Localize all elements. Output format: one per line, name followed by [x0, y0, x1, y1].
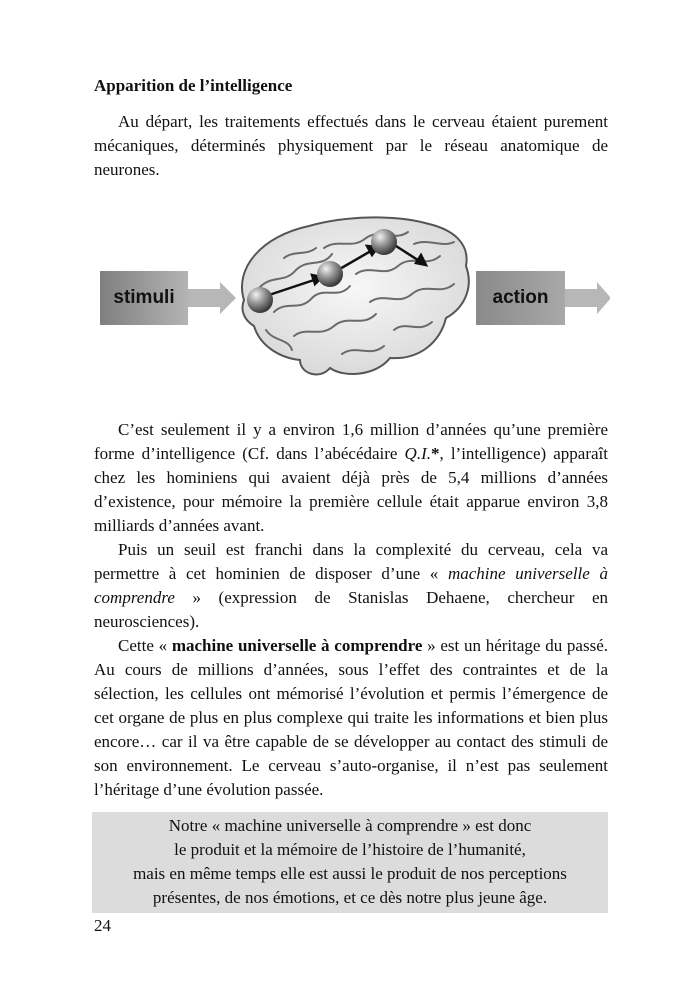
paragraph-1: Au départ, les traitements effectués dans le cerveau étaient purement mécaniques, déterminés physiquement par le réseau anatomique de neurones.: [94, 112, 608, 179]
neuron-node: [247, 287, 273, 313]
paragraph-3: [94, 538, 608, 634]
paragraph-2-text-b: , l’intelligence) apparaît chez les hominiens qui avaient déjà près de 5,4 millions d’années d’existence, pour mémoire la première cellule était apparue environ 3,8 milliards d’années avant.: [94, 444, 608, 535]
paragraph-2-text-a: C’est seulement il y a environ 1,6 million d’années qu’une première forme d’intelligence (Cf. dans l’abécédaire: [94, 420, 608, 463]
page-content: [94, 74, 608, 913]
paragraph-3-italic: machine universelle à comprendre: [94, 564, 608, 607]
paragraph-4-text-b: » est un héritage du passé. Au cours de millions d’années, sous l’effet des contraintes et de la sélection, les cellules ont mémorisé l’évolution et permis l’émergence de cet organe de plus en plus complexe qui traite les informations et bien plus encore… car il va être capable de se développer au contact des stimuli de son environnement. Le cerveau s’auto-organise, il n’est pas seulement l’héritage d’une évolution passée.: [94, 636, 609, 799]
paragraph-3-text-a: Puis un seuil est franchi dans la complexité du cerveau, cela va permettre à cet hominien de disposer d’une «: [94, 540, 608, 583]
paragraph-2: [94, 418, 608, 538]
input-arrow: [188, 282, 236, 314]
section-title: Apparition de l’intelligence: [94, 76, 293, 95]
neuron-node: [371, 229, 397, 255]
quote-line: présentes, de nos émotions, et ce dès notre plus jeune âge.: [152, 888, 548, 907]
brain-diagram: [94, 208, 608, 396]
quote-line: le produit et la mémoire de l’histoire de l’humanité,: [174, 840, 526, 859]
action-box: action: [476, 271, 565, 325]
qi-reference: Q.I.: [404, 444, 431, 463]
page-number: 24: [94, 916, 111, 935]
stimuli-box: stimuli: [100, 271, 188, 325]
paragraph-4: [94, 634, 608, 802]
paragraph-4-text-a: Cette «: [118, 636, 172, 655]
quote-line: Notre « machine universelle à comprendre » est donc: [168, 816, 532, 835]
highlight-quote: [92, 812, 608, 913]
neuron-node: [317, 261, 343, 287]
output-arrow: [565, 282, 610, 314]
glossary-star: *: [431, 444, 440, 463]
paragraph-3-text-b: » (expression de Stanislas Dehaene, chercheur en neurosciences).: [94, 588, 608, 631]
paragraph-4-bold: machine universelle à comprendre: [171, 636, 423, 655]
quote-line: mais en même temps elle est aussi le produit de nos perceptions: [133, 864, 567, 883]
